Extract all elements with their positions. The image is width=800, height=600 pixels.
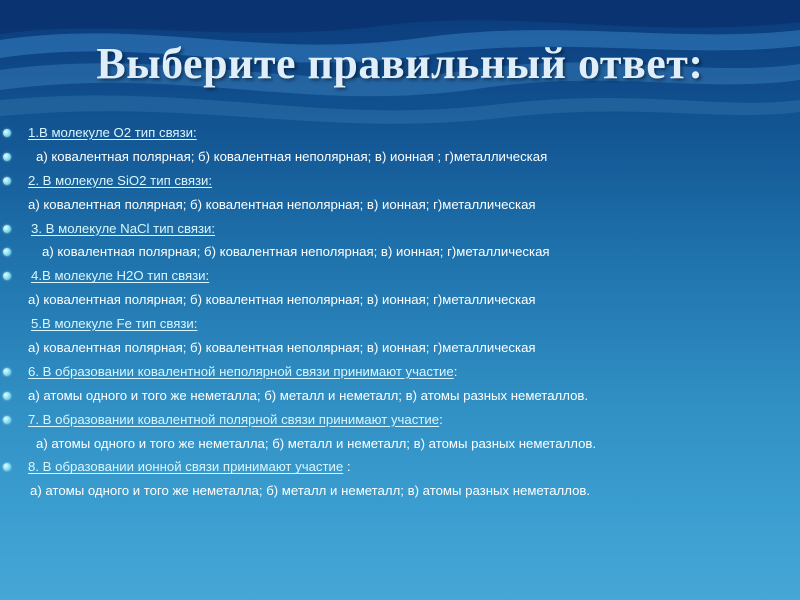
list-item — [0, 360, 800, 384]
list-item — [0, 288, 800, 312]
question-text: 1.В молекуле О2 тип связи: — [28, 125, 197, 140]
list-item — [0, 312, 800, 336]
answer-options: а) атомы одного и того же неметалла; б) металл и неметалл; в) атомы разных неметаллов. — [28, 387, 589, 403]
list-item — [0, 432, 800, 456]
bullet-icon — [3, 153, 11, 161]
bullet-icon — [3, 248, 11, 256]
question-text: 6. В образовании ковалентной неполярной связи принимают участие — [28, 363, 454, 379]
question-suffix: : — [343, 459, 351, 475]
bullet-icon — [3, 368, 11, 376]
wave-band-4 — [0, 96, 800, 124]
answer-options: а) ковалентная полярная; б) ковалентная неполярная; в) ионная; г)металлическая — [28, 292, 536, 308]
bullet-icon — [3, 177, 11, 185]
answer-options: а) атомы одного и того же неметалла; б) металл и неметалл; в) атомы разных неметаллов. — [36, 435, 597, 451]
list-item — [0, 217, 800, 241]
page-title: Выберите правильный ответ: — [96, 39, 704, 88]
answer-options: а) атомы одного и того же неметалла; б) металл и неметалл; в) атомы разных неметаллов. — [30, 483, 591, 499]
bullet-icon — [3, 416, 11, 424]
bullet-icon — [3, 463, 11, 471]
list-item — [0, 264, 800, 288]
list-item — [0, 384, 800, 408]
question-text: 5.В молекуле Fe тип связи: — [31, 316, 198, 332]
question-text: 2. В молекуле SiO2 тип связи: — [28, 172, 213, 188]
question-list — [0, 121, 800, 503]
answer-options: а) ковалентная полярная; б) ковалентная неполярная; в) ионная; г)металлическая — [28, 340, 536, 356]
list-item — [0, 336, 800, 360]
list-item — [0, 479, 800, 503]
question-text: 8. В образовании ионной связи принимают участие — [28, 459, 344, 475]
list-item — [0, 455, 800, 479]
bullet-icon — [3, 392, 11, 400]
question-text: 7. В образовании ковалентной полярной связи принимают участие — [28, 411, 440, 427]
list-item — [0, 408, 800, 432]
question-suffix: : — [439, 411, 443, 427]
answer-options: а) ковалентная полярная; б) ковалентная неполярная; в) ионная; г)металлическая — [28, 196, 536, 212]
list-item — [0, 121, 800, 145]
bullet-icon — [3, 129, 11, 137]
wave-band-1 — [0, 0, 800, 34]
list-item — [0, 193, 800, 217]
question-suffix: : — [453, 363, 458, 379]
answer-options: а) ковалентная полярная; б) ковалентная неполярная; в) ионная ; г)металлическая — [36, 148, 548, 164]
bullet-icon — [3, 272, 11, 280]
question-text: 4.В молекуле H2O тип связи: — [31, 268, 210, 284]
bullet-icon — [3, 225, 11, 233]
list-item — [0, 169, 800, 193]
list-item — [0, 145, 800, 169]
list-item — [0, 240, 800, 264]
question-text: 3. В молекуле NaCl тип связи: — [31, 220, 216, 236]
answer-options: а) ковалентная полярная; б) ковалентная неполярная; в) ионная; г)металлическая — [42, 244, 550, 260]
